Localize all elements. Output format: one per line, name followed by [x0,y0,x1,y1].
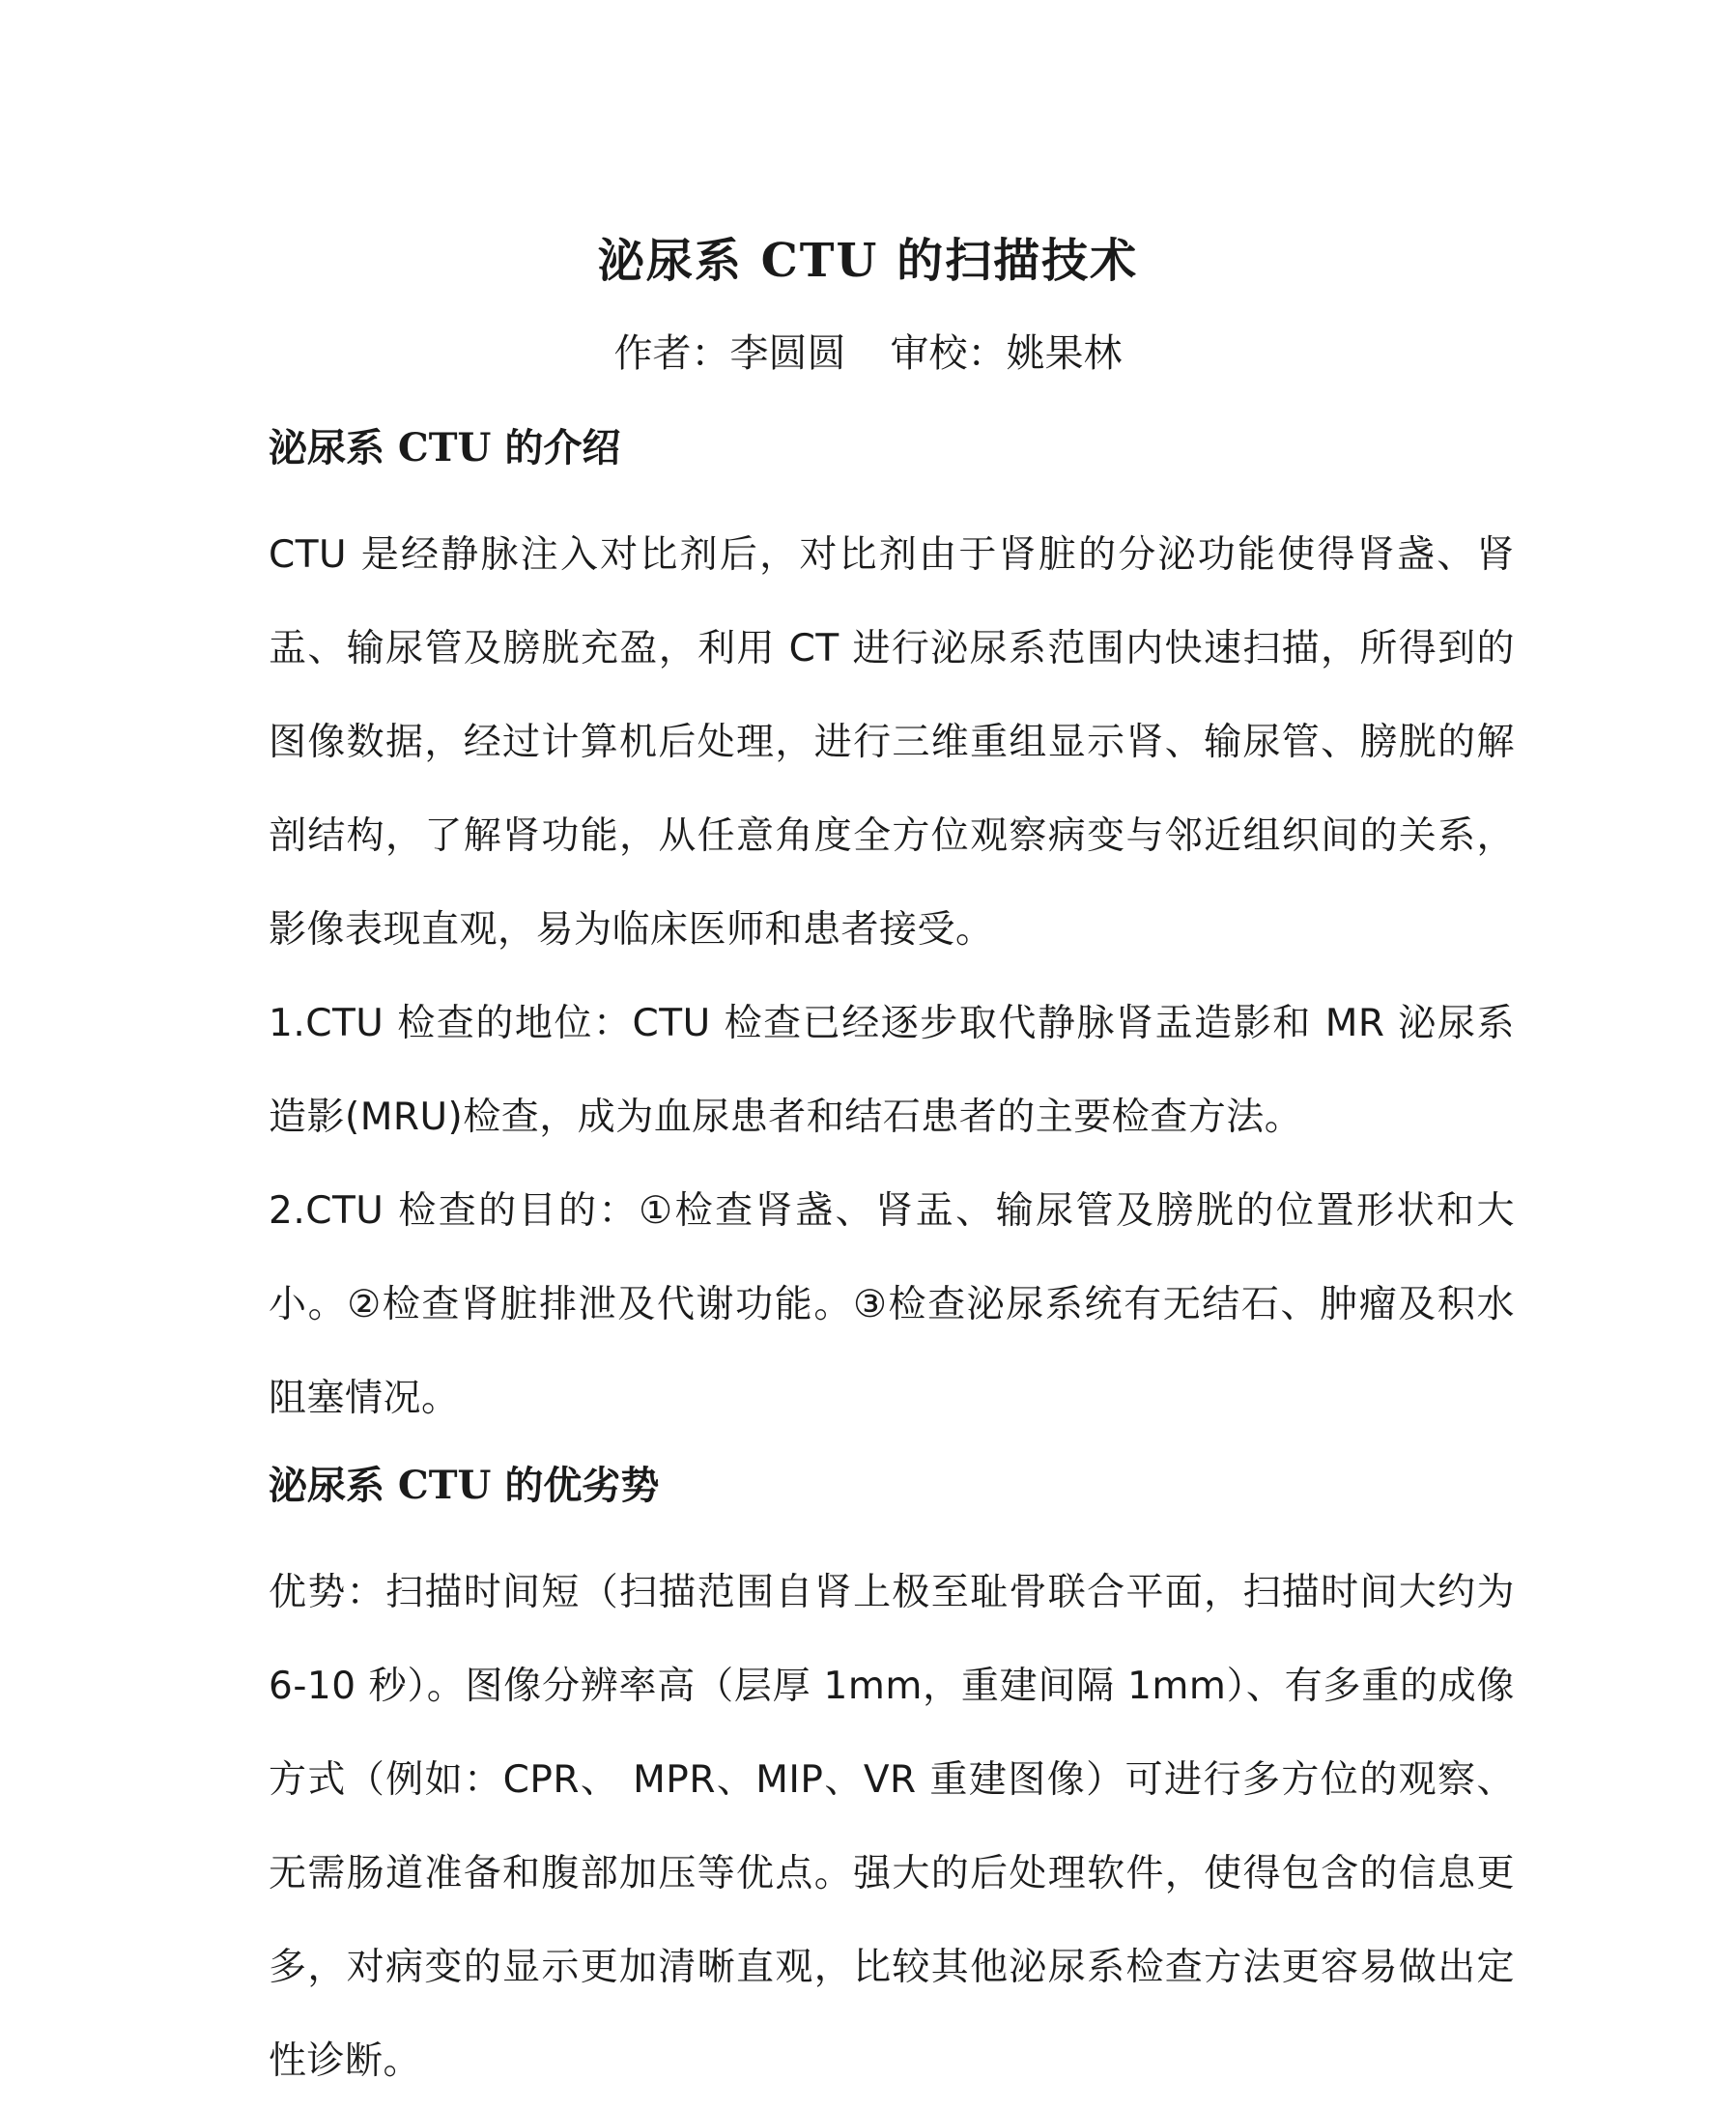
author-credit: 作者：李圆圆 [613,331,846,376]
paragraph-definition: CTU 是经静脉注入对比剂后，对比剂由于肾脏的分泌功能使得肾盏、肾盂、输尿管及膀胱充盈，利用 CT 进行泌尿系范围内快速扫描，所得到的图像数据，经过计算机后处理，进行三维重组显示肾、输尿管、膀胱的解剖结构，了解肾功能，从任意角度全方位观察病变与邻近组织间的关系，影像表现直观，易为临床医师和患者接受。 [269,533,1515,952]
reviewer-credit: 审校：姚果林 [890,331,1123,376]
document-title: 泌尿系 CTU 的扫描技术 [597,234,1139,288]
paragraph-advantages: 优势：扫描时间短（扫描范围自肾上极至耻骨联合平面，扫描时间大约为 6-10 秒）。图像分辨率高（层厚 1mm，重建间隔 1mm）、有多重的成像方式（例如：CPR、 MPR、MIP、VR 重建图像）可进行多方位的观察、无需肠道准备和腹部加压等优点。强大的后处理软件，使得包含的信息更多，对病变的显示更加清晰直观，比较其他泌尿系检查方法更容易做出定性诊断。 [269,1571,1515,2083]
document-body [269,415,1515,2108]
paragraph-purpose: 2.CTU 检查的目的：①检查肾盏、肾盂、输尿管及膀胱的位置形状和大小。②检查肾脏排泄及代谢功能。③检查泌尿系统有无结石、肿瘤及积水阻塞情况。 [269,1189,1515,1420]
section-heading-pros-cons: 泌尿系 CTU 的优劣势 [269,1463,660,1508]
paragraph-status: 1.CTU 检查的地位：CTU 检查已经逐步取代静脉肾盂造影和 MR 泌尿系造影(MRU)检查，成为血尿患者和结石患者的主要检查方法。 [269,1002,1515,1139]
byline [0,327,1736,381]
section-heading-introduction: 泌尿系 CTU 的介绍 [269,425,621,470]
